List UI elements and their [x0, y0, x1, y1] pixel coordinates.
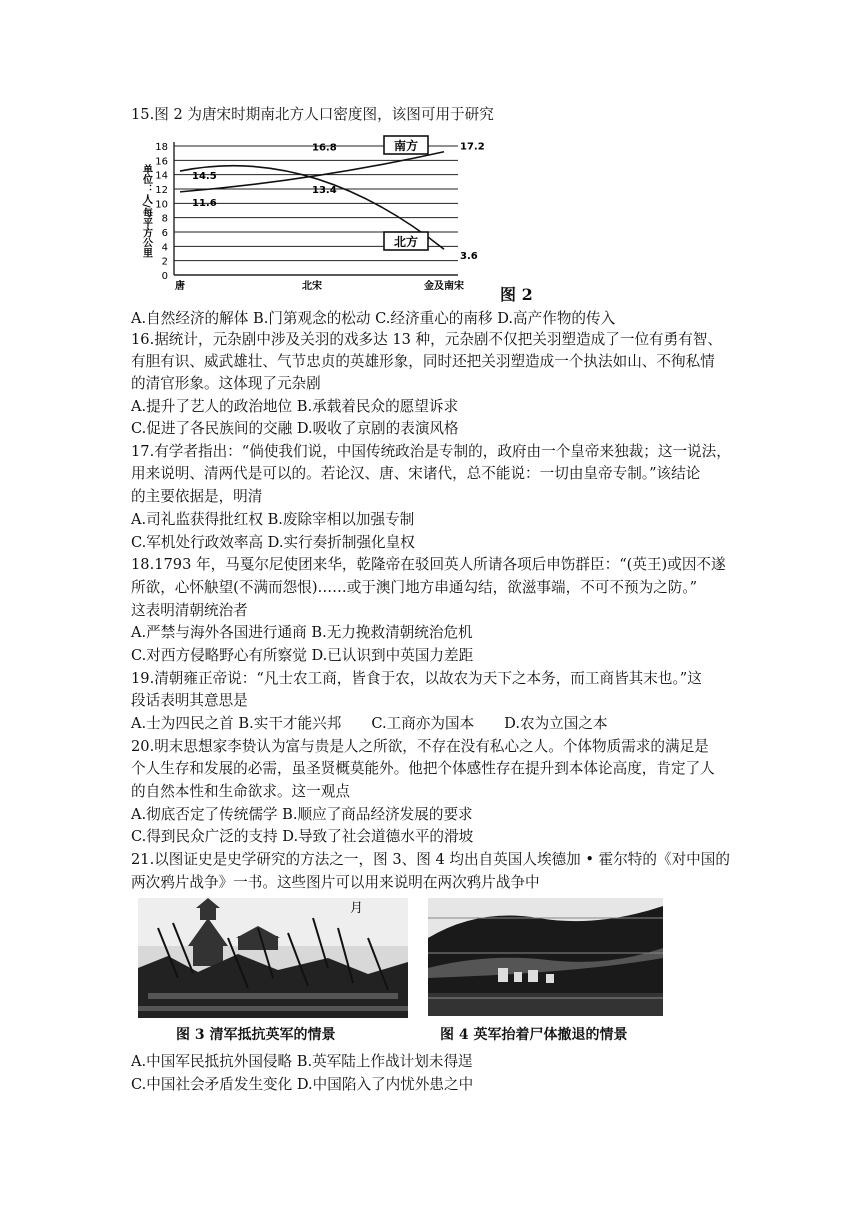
q19-options: [131, 714, 608, 734]
y-tick-label: 0: [161, 271, 168, 282]
q20-options-2: C.得到民众广泛的支持 D.导致了社会道德水平的滑坡: [131, 828, 474, 845]
data-label: 13.4: [312, 184, 337, 196]
q16-options-1: A.提升了艺人的政治地位 B.承载着民众的愿望诉求: [131, 398, 459, 415]
y-tick-label: 4: [161, 242, 168, 254]
y-tick-label: 8: [161, 213, 168, 225]
q21-stem-1: 21.以图证史是史学研究的方法之一，图 3、图 4 均出自英国人埃德加 • 霍尔特的《对中国的: [131, 851, 730, 868]
fig3-banner-glyph: 月: [350, 901, 364, 916]
fig3-caption: 图 3 清军抵抗英军的情景: [176, 1027, 336, 1043]
q20-options-1: A.彻底否定了传统儒学 B.顺应了商品经济发展的要求: [131, 806, 473, 823]
q21-options-2: C.中国社会矛盾发生变化 D.中国陷入了内忧外患之中: [131, 1076, 474, 1093]
fig3-photo: [138, 898, 408, 1018]
q21-stem-2: 两次鸦片战争》一书。这些图片可以用来说明在两次鸦片战争中: [131, 874, 540, 891]
q16-options-2: C.促进了各民族间的交融 D.吸收了京剧的表演风格: [131, 420, 459, 437]
q17-stem-3: 的主要依据是，明清: [131, 488, 263, 505]
q21-options-1: A.中国军民抵抗外国侵略 B.英军陆上作战计划未得逞: [131, 1053, 473, 1070]
q19-stem-1: 19.清朝雍正帝说：“凡士农工商，皆食于农，以故农为天下之本务，而工商皆其末也。”这: [131, 670, 702, 687]
q16-stem-1: 16.据统计，元杂剧中涉及关羽的戏多达 13 种，元杂剧不仅把关羽塑造成了一位有勇有智、: [131, 331, 723, 348]
q15-options: A.自然经济的解体 B.门第观念的松动 C.经济重心的南移 D.高产作物的传入: [131, 310, 616, 327]
q20-stem-3: 的自然本性和生命欲求。这一观点: [131, 783, 350, 800]
q17-options-2: C.军机处行政效率高 D.实行奏折制强化皇权: [131, 534, 415, 551]
q15-stem: 15.图 2 为唐宋时期南北方人口密度图，该图可用于研究: [131, 106, 494, 123]
q19-option-d: D.农为立国之本: [504, 715, 608, 732]
q20-stem-1: 20.明末思想家李贽认为富与贵是人之所欲，不存在没有私心之人。个体物质需求的满足是: [131, 738, 709, 755]
x-tick-label: 金及南宋: [424, 281, 464, 292]
q17-stem-2: 用来说明、清两代是可以的。若论汉、唐、宋诸代，总不能说：一切由皇帝专制。”该结论: [131, 465, 701, 482]
y-tick-label: 14: [155, 170, 168, 182]
legend-label: 北方: [393, 235, 419, 249]
data-label: 16.8: [312, 142, 337, 154]
q20-stem-2: 个人生存和发展的必需，虽圣贤概莫能外。他把个体感性存在提升到本体论高度，肯定了人: [131, 760, 715, 777]
y-axis-label: 单位：人/每平方公里: [140, 164, 152, 258]
q18-options-2: C.对西方侵略野心有所察觉 D.已认识到中英国力差距: [131, 647, 474, 664]
data-label: 11.6: [192, 197, 217, 209]
data-label: 17.2: [460, 141, 485, 153]
fig4-retreat-illustration: [428, 898, 663, 1016]
q19-option-ab: A.士为四民之首 B.实干才能兴邦: [131, 715, 342, 732]
fig4-caption: 图 4 英军抬着尸体撤退的情景: [440, 1027, 628, 1043]
x-tick-label: 唐: [175, 281, 185, 292]
population-density-chart: [138, 134, 488, 294]
q18-stem-3: 这表明清朝统治者: [131, 602, 248, 619]
y-tick-label: 6: [161, 228, 168, 239]
data-label: 3.6: [460, 251, 478, 263]
q18-stem-1: 18.1793 年，马戛尔尼使团来华，乾隆帝在驳回英人所请各项后申饬群臣：“(英王)或因不遂: [131, 556, 726, 573]
q17-options-1: A.司礼监获得批红权 B.废除宰相以加强专制: [131, 511, 415, 528]
q18-options-1: A.严禁与海外各国进行通商 B.无力挽救清朝统治危机: [131, 624, 473, 641]
q17-stem-1: 17.有学者指出：“倘使我们说，中国传统政治是专制的，政府由一个皇帝来独裁；这一说法，: [131, 443, 731, 460]
y-tick-label: 16: [155, 156, 168, 168]
q18-stem-2: 所欲，心怀觖望(不满而怨恨)……或于澳门地方串通勾结，欲滋事端，不可不预为之防。”: [131, 579, 698, 596]
q19-option-c: C.工商亦为国本: [371, 715, 475, 732]
data-label: 14.5: [192, 171, 217, 183]
x-tick-label: 北宋: [302, 281, 322, 292]
fig3-battle-illustration: [138, 898, 408, 1018]
y-tick-label: 10: [155, 199, 168, 211]
y-tick-label: 12: [155, 185, 168, 196]
legend-label: 南方: [393, 139, 419, 153]
q19-stem-2: 段话表明其意思是: [131, 692, 248, 709]
fig2-caption: 图 2: [500, 285, 533, 304]
q16-stem-2: 有胆有识、威武雄壮、气节忠贞的英雄形象，同时还把关羽塑造成一个执法如山、不徇私情: [131, 353, 715, 370]
q16-stem-3: 的清官形象。这体现了元杂剧: [131, 375, 321, 392]
y-tick-label: 18: [155, 142, 168, 153]
y-tick-label: 2: [161, 256, 168, 268]
fig4-photo: [428, 898, 663, 1016]
